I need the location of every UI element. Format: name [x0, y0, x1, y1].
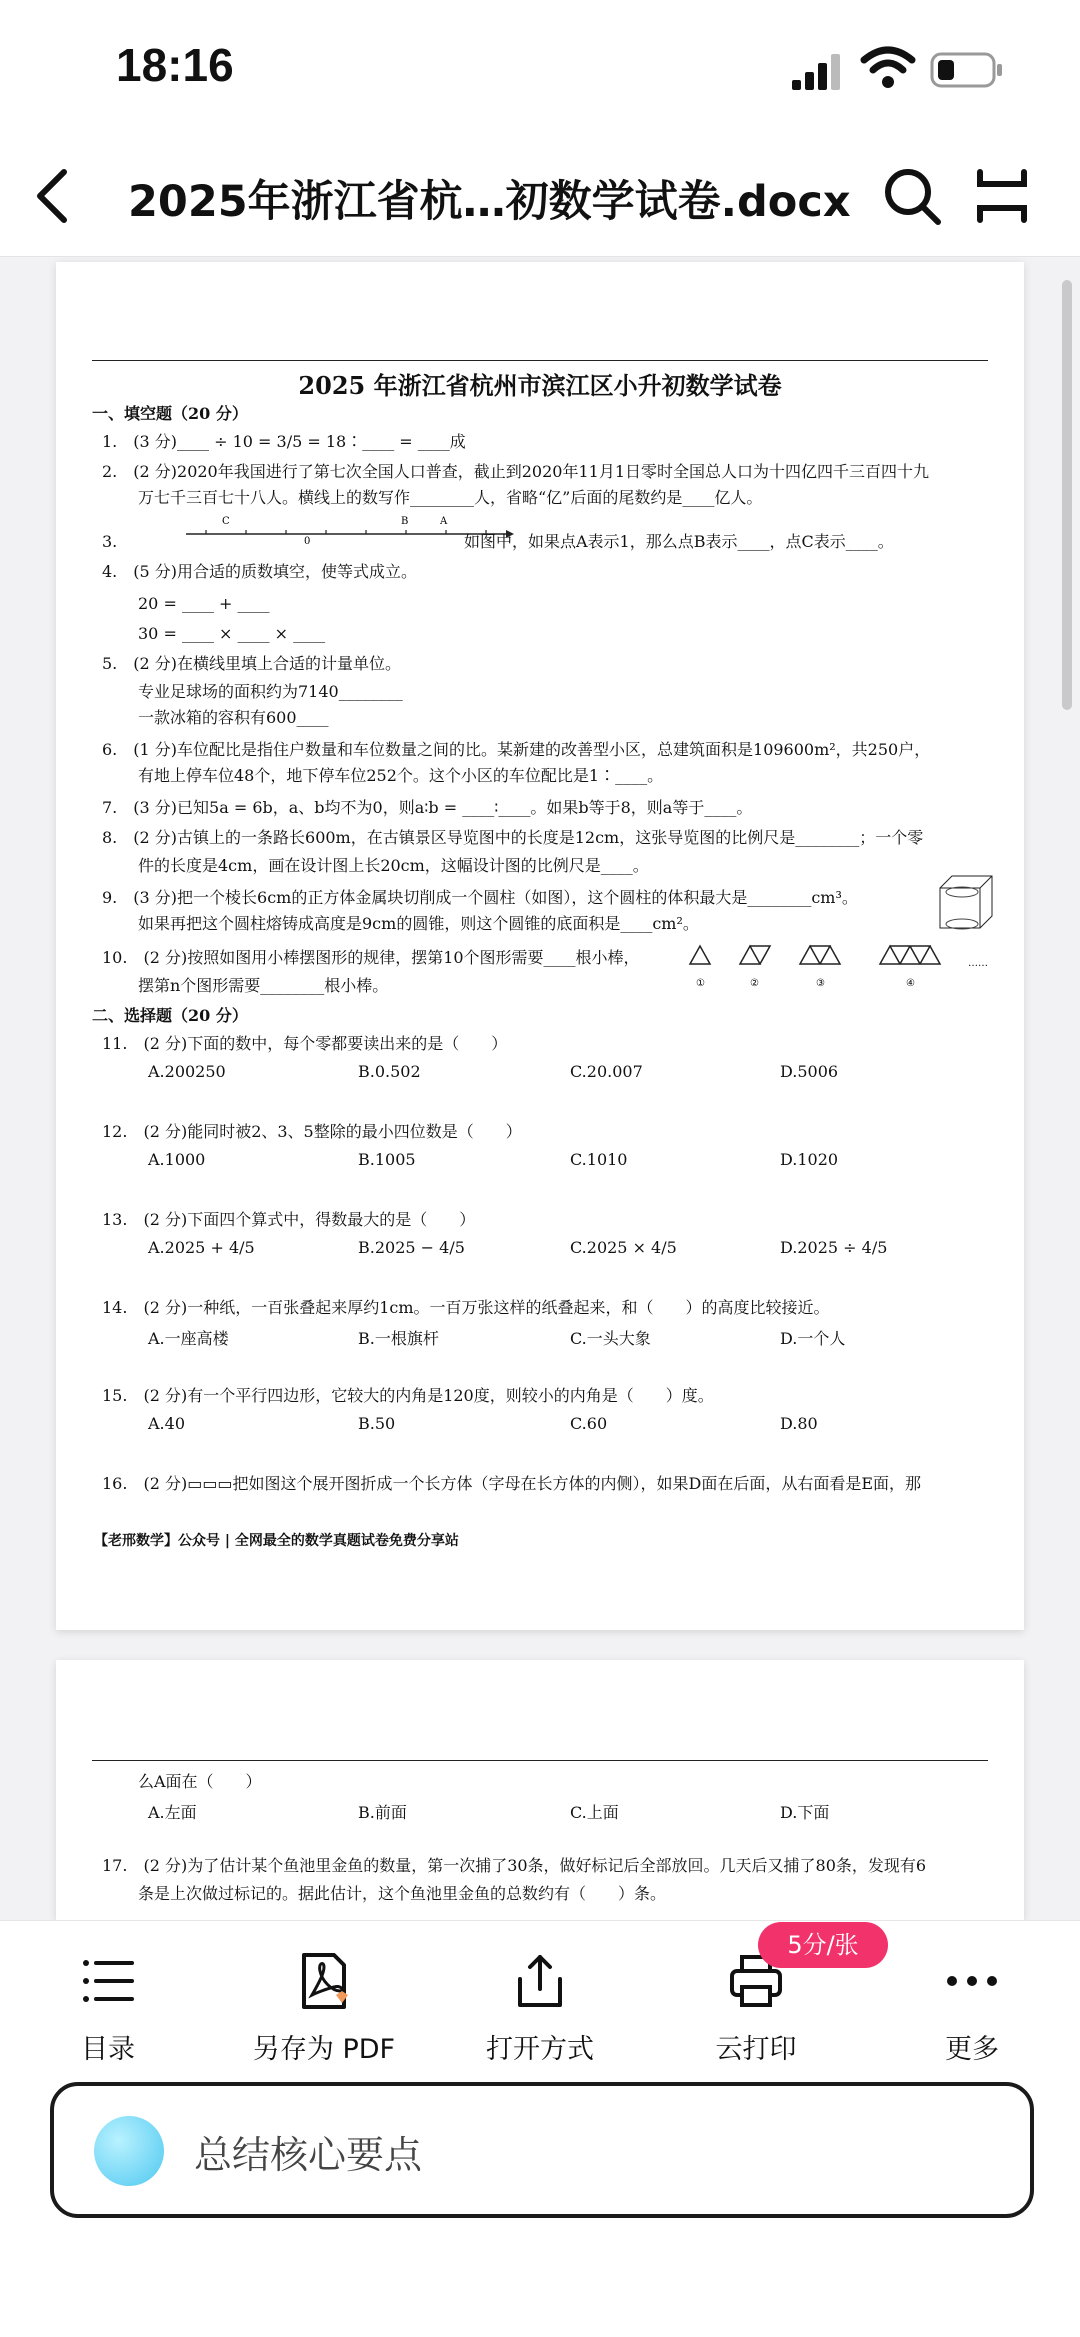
svg-text:②: ②: [750, 978, 759, 989]
pdf-icon: [294, 1951, 354, 2011]
more-button[interactable]: [872, 1951, 1072, 2071]
q15-option-d: D.80: [780, 1414, 818, 1433]
question-5: 5. (2 分)在横线里填上合适的计量单位。: [102, 654, 402, 673]
title-bar: [0, 140, 1080, 257]
header-rule-2: [92, 1760, 988, 1761]
svg-text:①: ①: [696, 978, 705, 989]
question-2-line2: 万七千三百七十八人。横线上的数写作________人，省略“亿”后面的尾数约是____亿人。: [138, 488, 763, 507]
signal-icon: [790, 52, 846, 92]
wifi-icon: [860, 46, 916, 90]
open-with-button[interactable]: [440, 1951, 640, 2071]
ai-summary-prompt: 总结核心要点: [194, 2133, 423, 2177]
cloud-print-button[interactable]: [656, 1951, 856, 2071]
back-icon[interactable]: [30, 166, 74, 226]
question-8: 8. (2 分)古镇上的一条路长600m，在古镇景区导览图中的长度是12cm，这张导览图的比例尺是________；一个零: [102, 828, 924, 847]
q16-option-b: B.前面: [358, 1803, 407, 1822]
battery-icon: [930, 50, 1004, 90]
save-as-pdf-button[interactable]: [224, 1951, 424, 2071]
q12-option-b: B.1005: [358, 1150, 416, 1169]
question-8-line2: 件的长度是4cm，画在设计图上长20cm，这幅设计图的比例尺是____。: [138, 856, 649, 875]
q11-option-c: C.20.007: [570, 1062, 643, 1081]
open-with-label: 打开方式: [486, 2034, 594, 2065]
stick-pattern-figure: [680, 934, 1000, 994]
question-3-number: 3.: [102, 532, 118, 551]
assistant-avatar-icon: [94, 2116, 164, 2186]
question-9: 9. (3 分)把一个棱长6cm的正方体金属块切削成一个圆柱（如图），这个圆柱的体积最大是________cm³。: [102, 888, 858, 907]
ai-summary-input[interactable]: [50, 2082, 1034, 2218]
question-4-line3: 30 = ____ × ____ × ____: [138, 624, 326, 643]
scrollbar[interactable]: [1062, 280, 1072, 710]
question-7: 7. (3 分)已知5a = 6b，a、b均不为0，则a∶b = ____∶____。如果b等于8，则a等于____。: [102, 798, 753, 817]
q15-option-c: C.60: [570, 1414, 608, 1433]
document-title: 2025年浙江省杭…初数学试卷.docx: [128, 177, 851, 227]
q15-option-b: B.50: [358, 1414, 396, 1433]
question-5-line2: 专业足球场的面积约为7140________: [138, 682, 403, 701]
q13-option-a: A.2025 + 4/5: [148, 1238, 255, 1257]
svg-text:B: B: [401, 516, 409, 527]
q14-option-a: A.一座高楼: [148, 1329, 229, 1348]
more-label: 更多: [945, 2034, 999, 2065]
cloud-print-label: 云打印: [715, 2034, 797, 2065]
q16-option-a: A.左面: [148, 1803, 197, 1822]
more-icon: [942, 1951, 1002, 2011]
q12-option-a: A.1000: [148, 1150, 206, 1169]
q13-option-b: B.2025 − 4/5: [358, 1238, 465, 1257]
share-icon: [510, 1951, 570, 2011]
document-page-1: [56, 262, 1024, 1630]
question-10-line2: 摆第n个图形需要________根小棒。: [138, 976, 389, 995]
q13-option-d: D.2025 ÷ 4/5: [780, 1238, 888, 1257]
svg-text:C: C: [222, 516, 230, 527]
svg-text:A: A: [440, 516, 448, 527]
save-as-pdf-label: 另存为 PDF: [252, 2034, 396, 2065]
svg-text:④: ④: [906, 978, 915, 989]
section-heading: 一、填空题（20 分）: [92, 404, 248, 423]
q11-option-d: D.5006: [780, 1062, 839, 1081]
header-rule: [92, 360, 988, 361]
status-time: 18:16: [116, 39, 234, 91]
page-footer: 【老邢数学】公众号 | 全网最全的数学真题试卷免费分享站: [94, 1533, 459, 1549]
question-4: 4. (5 分)用合适的质数填空，使等式成立。: [102, 562, 418, 581]
question-6: 6. (1 分)车位配比是指住户数量和车位数量之间的比。某新建的改善型小区，总建筑面积是109600m²，共250户，: [102, 740, 931, 759]
toc-label: 目录: [81, 2034, 135, 2065]
question-11: 11. (2 分)下面的数中，每个零都要读出来的是（ ）: [102, 1034, 508, 1053]
question-17: 17. (2 分)为了估计某个鱼池里金鱼的数量，第一次捕了30条，做好标记后全部放回。几天后又捕了80条，发现有6: [102, 1856, 927, 1875]
question-14: 14. (2 分)一种纸，一百张叠起来厚约1cm。一百万张这样的纸叠起来，和（ ）的高度比较接近。: [102, 1298, 830, 1317]
question-13: 13. (2 分)下面四个算式中，得数最大的是（ ）: [102, 1210, 476, 1229]
question-17-line2: 条是上次做过标记的。据此估计，这个鱼池里金鱼的总数约有（ ）条。: [138, 1884, 667, 1903]
question-9-line2: 如果再把这个圆柱熔铸成高度是9cm的圆锥，则这个圆锥的底面积是____cm²。: [138, 914, 699, 933]
list-icon: [78, 1951, 138, 2011]
q12-option-d: D.1020: [780, 1150, 839, 1169]
question-4-line2: 20 = ____ + ____: [138, 594, 270, 613]
q13-option-c: C.2025 × 4/5: [570, 1238, 677, 1257]
q16-option-d: D.下面: [780, 1803, 830, 1822]
question-5-line3: 一款冰箱的容积有600____: [138, 708, 329, 727]
q14-option-c: C.一头大象: [570, 1329, 651, 1348]
question-6-line2: 有地上停车位48个，地下停车位252个。这个小区的车位配比是1∶____。: [138, 766, 664, 785]
q11-option-b: B.0.502: [358, 1062, 421, 1081]
svg-text:③: ③: [816, 978, 825, 989]
svg-text:……: ……: [968, 958, 988, 969]
svg-text:0: 0: [304, 536, 311, 544]
print-price-badge: 5分/张: [758, 1922, 888, 1968]
cube-cylinder-figure: [938, 874, 994, 932]
section-heading-2: 二、选择题（20 分）: [92, 1006, 248, 1025]
q14-option-b: B.一根旗杆: [358, 1329, 439, 1348]
q14-option-d: D.一个人: [780, 1329, 846, 1348]
question-16: 16. (2 分)▭▭▭把如图这个展开图折成一个长方体（字母在长方体的内侧），如果D面在后面，从右面看是E面，那: [102, 1474, 922, 1493]
q11-option-a: A.200250: [148, 1062, 226, 1081]
status-bar: [0, 0, 1080, 140]
question-10: 10. (2 分)按照如图用小棒摆图形的规律，摆第10个图形需要____根小棒，: [102, 948, 640, 967]
q15-option-a: A.40: [148, 1414, 185, 1433]
q12-option-c: C.1010: [570, 1150, 628, 1169]
bottom-toolbar: [0, 1920, 1080, 2091]
search-icon[interactable]: [880, 164, 944, 228]
question-15: 15. (2 分)有一个平行四边形，它较大的内角是120度，则较小的内角是（ ）度。: [102, 1386, 714, 1405]
question-1: 1. (3 分)____ ÷ 10 = 3/5 = 18∶____ = ____成: [102, 432, 466, 451]
expand-icon[interactable]: [970, 164, 1034, 228]
q16-option-c: C.上面: [570, 1803, 619, 1822]
document-page-2: [56, 1660, 1024, 1920]
question-2: 2. (2 分)2020年我国进行了第七次全国人口普查，截止到2020年11月1日零时全国总人口为十四亿四千三百四十九: [102, 462, 929, 481]
exam-title: 2025 年浙江省杭州市滨江区小升初数学试卷: [298, 371, 782, 400]
question-3: 如图中，如果点A表示1，那么点B表示____，点C表示____。: [464, 532, 894, 551]
toc-button[interactable]: [8, 1951, 208, 2071]
question-16-continued: 么A面在（ ）: [138, 1772, 262, 1791]
question-12: 12. (2 分)能同时被2、3、5整除的最小四位数是（ ）: [102, 1122, 522, 1141]
